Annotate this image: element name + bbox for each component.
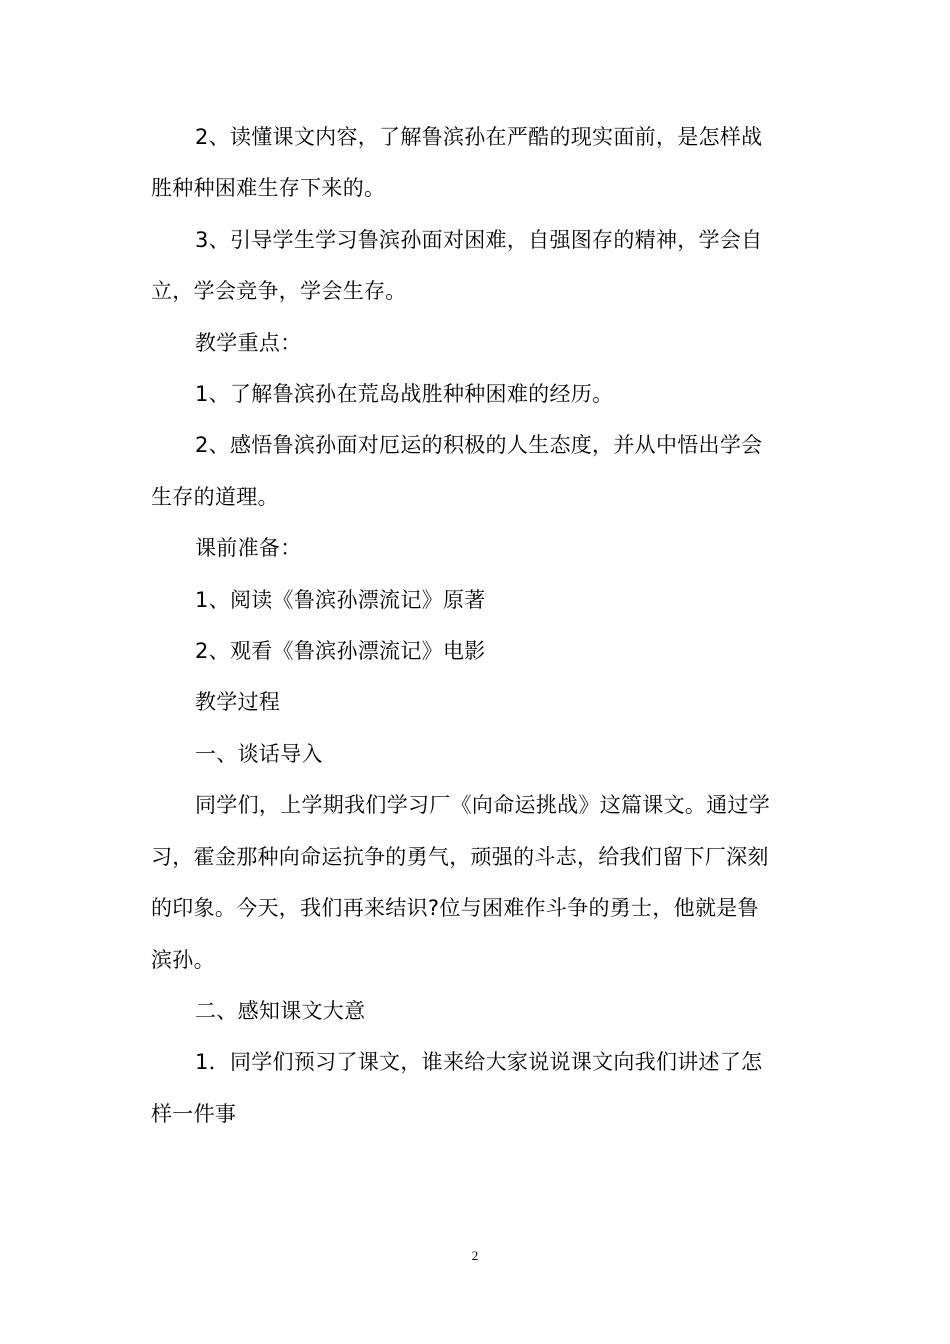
page-number: 2 — [471, 1248, 479, 1263]
key-point-2-line-2: 生存的道理。 — [151, 485, 279, 509]
question-1-line-2: 样一件事 — [151, 1102, 237, 1126]
preparation-item-2: 2、观看《鲁滨孙漂流记》电影 — [195, 639, 486, 663]
objective-3-line-1: 3、引导学生学习鲁滨孙面对困难，自强图存的精神，学会自 — [195, 228, 763, 252]
process-heading: 教学过程 — [195, 690, 281, 714]
intro-paragraph-line-2: 习，霍金那种向命运抗争的勇气，顽强的斗志，给我们留下厂深刻 — [151, 845, 769, 869]
preparation-item-1: 1、阅读《鲁滨孙漂流记》原著 — [195, 588, 486, 612]
objective-3-line-2: 立，学会竞争，学会生存。 — [151, 279, 407, 303]
key-points-heading: 教学重点： — [195, 331, 302, 355]
section-2-heading: 二、感知课文大意 — [195, 999, 366, 1023]
key-point-2-line-1: 2、感悟鲁滨孙面对厄运的积极的人生态度，并从中悟出学会 — [195, 433, 763, 457]
key-point-1: 1、了解鲁滨孙在荒岛战胜种种困难的经历。 — [195, 382, 614, 406]
intro-paragraph-line-1: 同学们，上学期我们学习厂《向命运挑战》这篇课文。通过学 — [195, 793, 771, 817]
preparation-heading: 课前准备： — [195, 536, 302, 560]
intro-paragraph-line-4: 滨孙。 — [151, 948, 215, 972]
objective-2-line-2: 胜种种困难生存下来的。 — [151, 176, 386, 200]
section-1-heading: 一、谈话导入 — [195, 742, 323, 766]
objective-2-line-1: 2、读懂课文内容，了解鲁滨孙在严酷的现实面前，是怎样战 — [195, 125, 763, 149]
question-1-line-1: 1．同学们预习了课文，谁来给大家说说课文向我们讲述了怎 — [195, 1050, 763, 1074]
intro-paragraph-line-3: 的印象。今天，我们再来结识?位与困难作斗争的勇士，他就是鲁 — [151, 896, 759, 920]
